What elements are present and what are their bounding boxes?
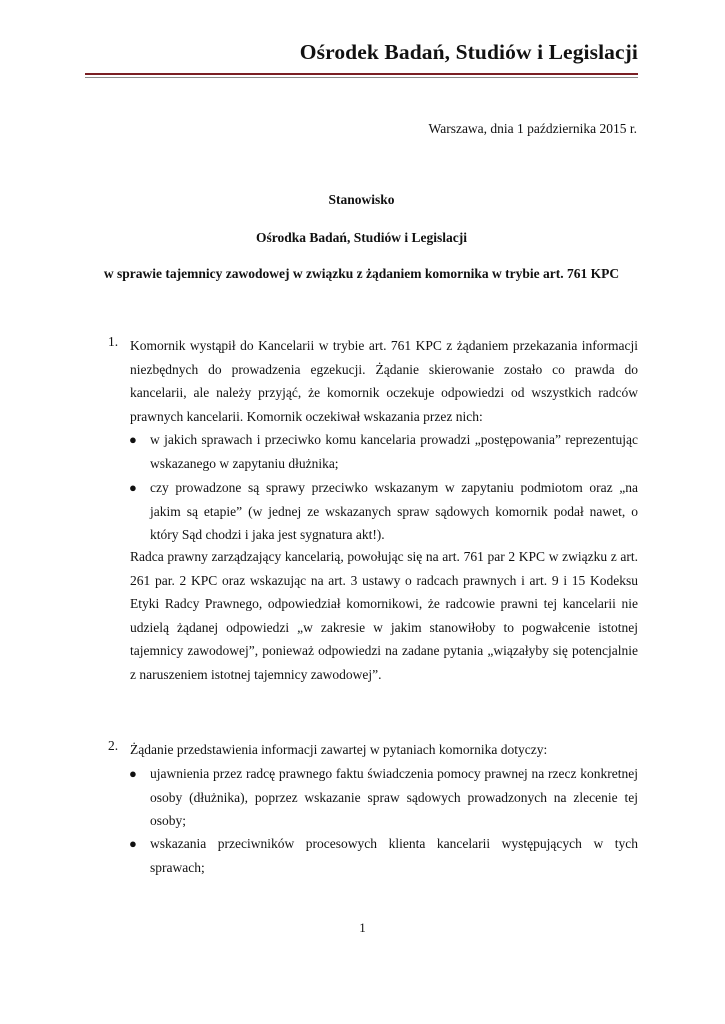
section-intro: Żądanie przedstawienia informacji zawartej w pytaniach komornika dotyczy: [130,742,548,757]
header-rule [85,73,638,75]
bullet-icon: ● [129,480,137,495]
list-item [129,832,638,879]
section-intro: Komornik wystąpił do Kancelarii w trybie art. 761 KPC z żądaniem przekazania informacji niezbędnych do prowadzenia egzekucji. Żądanie skierowanie zostało co prawda do kancelarii, ale należy przyjąć, że komornik oczekuje odpowiedzi od wszystkich radców prawnych kancelarii. Komornik oczekiwał wskazania przez nich: [130,338,638,424]
list-item [129,428,638,475]
list-item-text: ujawnienia przez radcę prawnego faktu świadczenia pomocy prawnej na rzecz konkretnej osoby (dłużnika), poprzez wskazanie spraw sądowych prowadzonych na zlecenie tej osoby; [150,766,638,828]
bullet-icon: ● [129,766,137,781]
heading-stanowisko: Stanowisko [328,192,395,207]
list-item [129,476,638,547]
list-item-text: wskazania przeciwników procesowych klienta kancelarii występujących w tych sprawach; [150,836,638,875]
list-item [129,762,638,833]
section-number: 1. [108,334,119,349]
bullet-icon: ● [129,836,137,851]
section-conclusion: Radca prawny zarządzający kancelarią, powołując się na art. 761 par 2 KPC w związku z art. 261 par. 2 KPC oraz wskazując na art. 3 ustawy o radcach prawnych i art. 9 i 15 Kodeksu Etyki Radcy Prawnego, odpowiedział komornikowi, że radcowie prawni tej kancelarii nie udzielą żądanej odpowiedzi „w zakresie w jakim stanowiłoby to pogwałcenie istotnej tajemnicy zawodowej”, ponieważ odpowiedzi na zadane pytania „wiązałyby się potencjalnie z naruszeniem istotnej tajemnicy zawodowej”. [130,549,638,682]
header-rule-thin [85,77,638,78]
bullet-icon: ● [129,432,137,447]
heading-subject: w sprawie tajemnicy zawodowej w związku z żądaniem komornika w trybie art. 761 KPC [103,266,620,281]
heading-osrodek: Ośrodka Badań, Studiów i Legislacji [256,230,467,245]
header-title: Ośrodek Badań, Studiów i Legislacji [299,40,638,64]
page-number: 1 [359,920,366,935]
list-item-text: w jakich sprawach i przeciwko komu kancelaria prowadzi „postępowania” reprezentując wskazanego w zapytaniu dłużnika; [150,432,638,471]
section-number: 2. [108,738,119,753]
list-item-text: czy prowadzone są sprawy przeciwko wskazanym w zapytaniu podmiotom oraz „na jakim są etapie” (w jednej ze wskazanych spraw sądowych komornik podał nawet, o który Sąd chodzi i jaka jest sygnatura akt!). [150,480,638,542]
document-date: Warszawa, dnia 1 października 2015 r. [428,121,637,136]
